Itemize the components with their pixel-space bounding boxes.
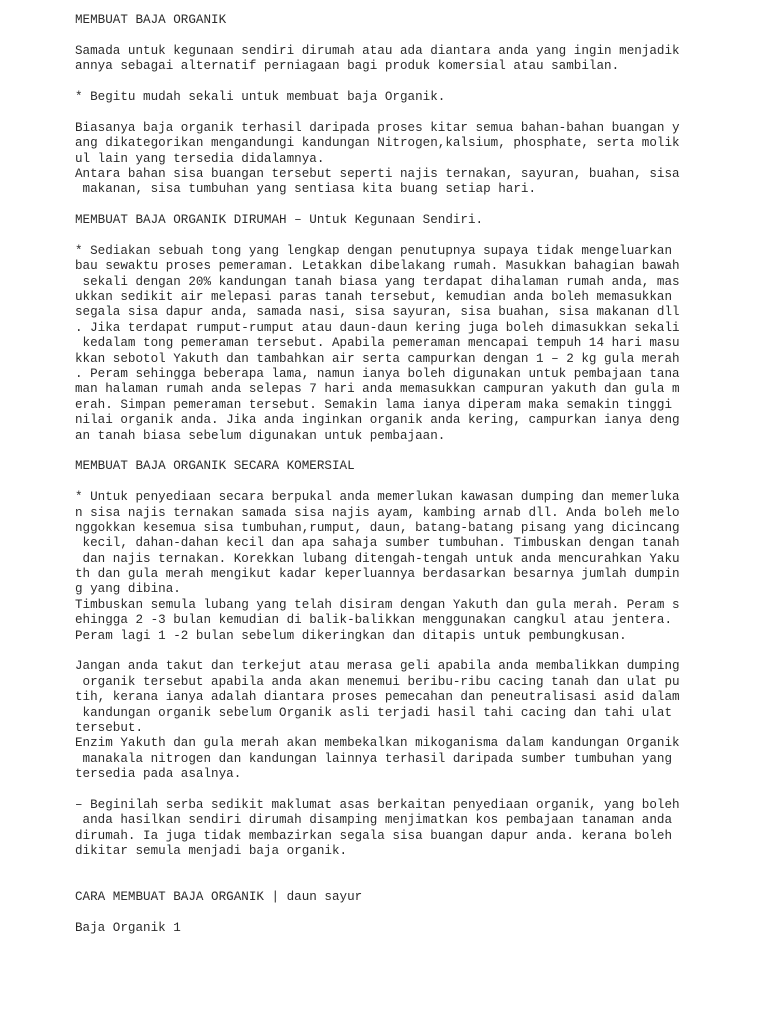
text-line: * Begitu mudah sekali untuk membuat baja Organik. — [75, 89, 446, 104]
text-line: – Beginilah serba sedikit maklumat asas berkaitan penyediaan organik, yang boleh — [75, 797, 680, 812]
text-line: ehingga 2 -3 bulan kemudian di balik-balikkan menggunakan cangkul atau jentera. — [75, 613, 673, 628]
blank-line — [75, 906, 768, 921]
text-line: * Sediakan sebuah tong yang lengkap dengan penutupnya supaya tidak mengeluarkan — [75, 243, 673, 258]
text-line: an tanah biasa sebelum digunakan untuk pembajaan. — [75, 428, 446, 443]
text-line: th dan gula merah mengikut kadar keperluannya berdasarkan besarnya jumlah dumpin — [75, 567, 680, 582]
text-line: Biasanya baja organik terhasil daripada proses kitar semua bahan-bahan buangan y — [75, 120, 680, 135]
text-line: anda hasilkan sendiri dirumah disamping menjimatkan kos pembajaan tanaman anda — [75, 813, 673, 828]
text-line: annya sebagai alternatif perniagaan bagi produk komersial atau sambilan. — [75, 59, 620, 74]
text-line: g yang dibina. — [75, 582, 181, 597]
text-line: manakala nitrogen dan kandungan lainnya terhasil daripada sumber tumbuhan yang — [75, 751, 673, 766]
text-line: segala sisa dapur anda, samada nasi, sisa sayuran, sisa buahan, sisa makanan dll — [75, 305, 680, 320]
blank-line — [75, 859, 768, 874]
text-line: Peram lagi 1 -2 bulan sebelum dikeringkan dan ditapis untuk pembungkusan. — [75, 628, 627, 643]
text-line: dirumah. Ia juga tidak membazirkan segala sisa buangan dapur anda. kerana boleh — [75, 828, 673, 843]
text-line: Enzim Yakuth dan gula merah akan membekalkan mikoganisma dalam kandungan Organik — [75, 736, 680, 751]
text-line: ang dikategorikan mengandungi kandungan Nitrogen,kalsium, phosphate, serta molik — [75, 136, 680, 151]
text-line: nggokkan kesemua sisa tumbuhan,rumput, daun, batang-batang pisang yang dicincang — [75, 520, 680, 535]
text-line: dikitar semula menjadi baja organik. — [75, 844, 348, 859]
text-line: kecil, dahan-dahan kecil dan apa sahaja sumber tumbuhan. Timbuskan dengan tanah — [75, 536, 680, 551]
text-line: Timbuskan semula lubang yang telah disiram dengan Yakuth dan gula merah. Peram s — [75, 597, 680, 612]
blank-line — [75, 475, 768, 490]
text-line: MEMBUAT BAJA ORGANIK SECARA KOMERSIAL — [75, 459, 355, 474]
text-line: . Peram sehingga beberapa lama, namun ianya boleh digunakan untuk pembajaan tana — [75, 366, 680, 381]
text-line: . Jika terdapat rumput-rumput atau daun-daun kering juga boleh dimasukkan sekali — [75, 320, 680, 335]
blank-line — [75, 228, 768, 243]
text-line: CARA MEMBUAT BAJA ORGANIK | daun sayur — [75, 890, 363, 905]
text-line: nilai organik anda. Jika anda inginkan organik anda kering, campurkan ianya deng — [75, 413, 680, 428]
text-line: MEMBUAT BAJA ORGANIK — [75, 13, 227, 27]
text-line: Antara bahan sisa buangan tersebut seperti najis ternakan, sayuran, buahan, sisa — [75, 166, 680, 181]
text-line: n sisa najis ternakan samada sisa najis ayam, kambing arnab dll. Anda boleh melo — [75, 505, 680, 520]
text-line: ul lain yang tersedia didalamnya. — [75, 151, 325, 166]
blank-line — [75, 783, 768, 798]
blank-line — [75, 105, 768, 120]
text-line: erah. Simpan pemeraman tersebut. Semakin lama ianya diperam maka semakin tinggi — [75, 397, 673, 412]
text-line: kkan sebotol Yakuth dan tambahkan air serta campurkan dengan 1 – 2 kg gula merah — [75, 351, 680, 366]
document-body — [75, 13, 768, 936]
text-line: organik tersebut apabila anda akan menemui beribu-ribu cacing tanah dan ulat pu — [75, 674, 680, 689]
blank-line — [75, 444, 768, 459]
text-line: bau sewaktu proses pemeraman. Letakkan dibelakang rumah. Masukkan bahagian bawah — [75, 259, 680, 274]
blank-line — [75, 28, 768, 43]
text-line: makanan, sisa tumbuhan yang sentiasa kita buang setiap hari. — [75, 182, 537, 197]
blank-line — [75, 644, 768, 659]
text-line: kandungan organik sebelum Organik asli terjadi hasil tahi cacing dan tahi ulat — [75, 705, 673, 720]
text-line: Baja Organik 1 — [75, 921, 181, 936]
text-line: Samada untuk kegunaan sendiri dirumah atau ada diantara anda yang ingin menjadik — [75, 43, 680, 58]
text-line: MEMBUAT BAJA ORGANIK DIRUMAH – Untuk Kegunaan Sendiri. — [75, 213, 484, 228]
text-line: dan najis ternakan. Korekkan lubang ditengah-tengah untuk anda mencurahkan Yaku — [75, 551, 680, 566]
text-line: tersebut. — [75, 720, 144, 735]
text-line: tersedia pada asalnya. — [75, 767, 242, 782]
text-line: tih, kerana ianya adalah diantara proses pemecahan dan peneutralisasi asid dalam — [75, 690, 680, 705]
text-line: * Untuk penyediaan secara berpukal anda memerlukan kawasan dumping dan memerluka — [75, 490, 680, 505]
blank-line — [75, 75, 768, 90]
text-line: man halaman rumah anda selepas 7 hari anda memasukkan campuran yakuth dan gula m — [75, 382, 680, 397]
blank-line — [75, 198, 768, 213]
text-line: Jangan anda takut dan terkejut atau merasa geli apabila anda membalikkan dumping — [75, 659, 680, 674]
text-line: kedalam tong pemeraman tersebut. Apabila pemeraman mencapai tempuh 14 hari masu — [75, 336, 680, 351]
text-line: ukkan sedikit air melepasi paras tanah tersebut, kemudian anda boleh memasukkan — [75, 290, 673, 305]
blank-line — [75, 875, 768, 890]
text-line: sekali dengan 20% kandungan tanah biasa yang terdapat dihalaman rumah anda, mas — [75, 274, 680, 289]
